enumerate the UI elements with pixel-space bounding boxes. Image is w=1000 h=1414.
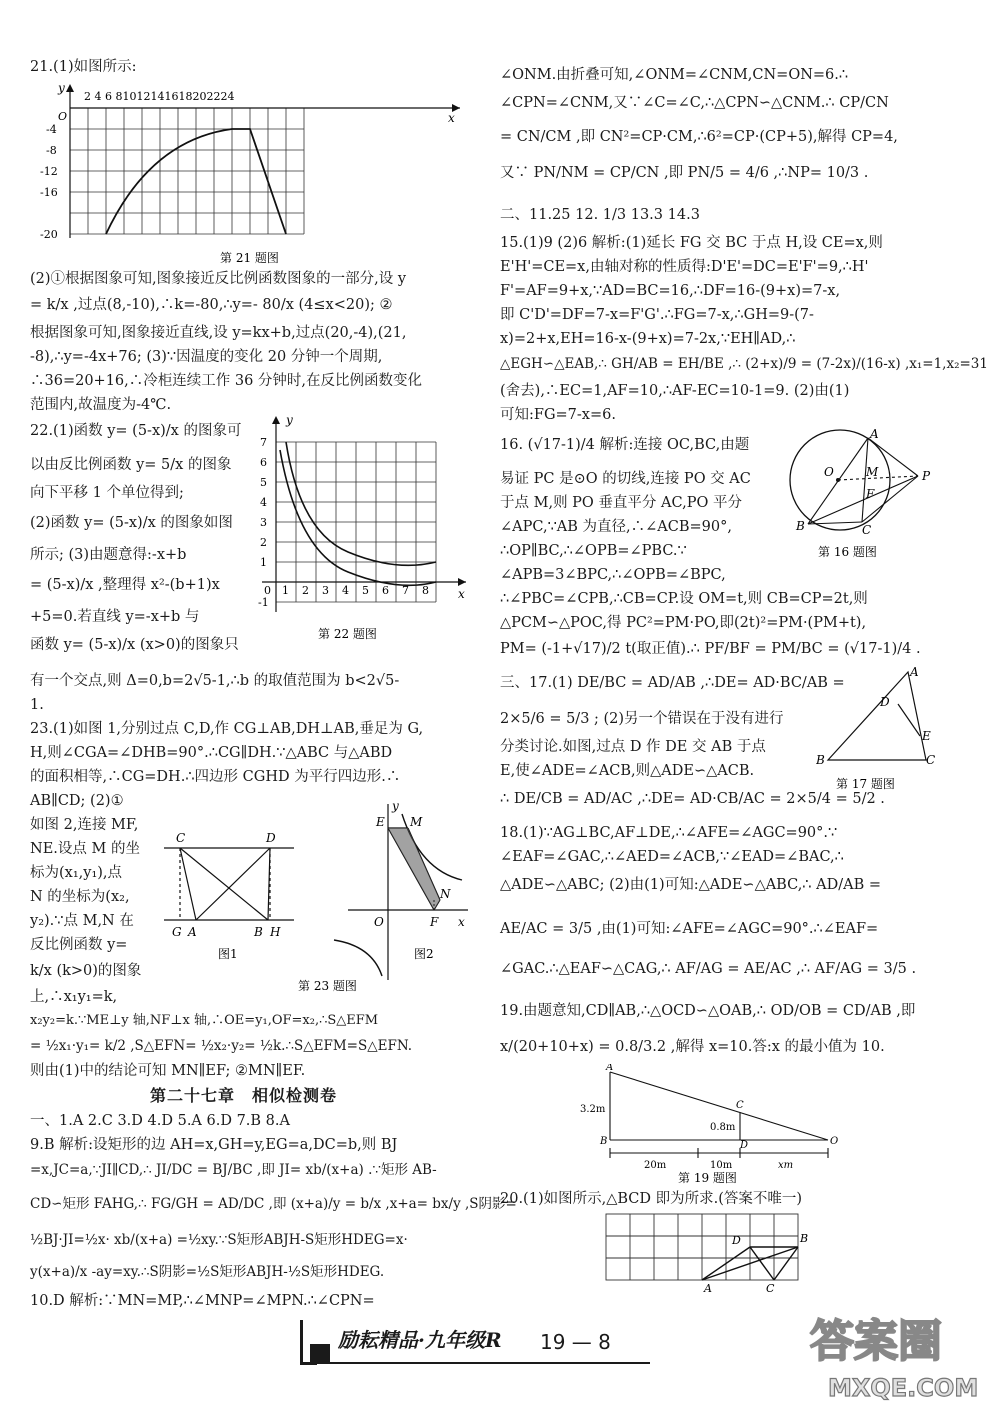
fig16-label: C [862,523,872,537]
q17-line: 三、17.(1) DE/BC = AD/AB ,∴DE= AD·BC/AB = [500,675,845,691]
fig22-curve-upper [286,442,436,565]
q18-line: 18.(1)∵AG⊥BC,AF⊥DE,∴∠AFE=∠AGC=90°.∵ [500,825,838,841]
q19-line: x/(20+10+x) = 0.8/3.2 ,解得 x=10.答:x 的最小值为 10. [500,1039,885,1055]
q23-line: 上,∴x₁y₁=k, [30,989,118,1005]
q23-line: 反比例函数 y= [30,937,128,953]
book-title: 励耘精品·九年级R [338,1328,502,1352]
q22-line: +5=0.若直线 y=-x+b 与 [30,609,200,625]
fig21-x-label: x [448,111,455,125]
fig19-label: 20m [644,1160,667,1171]
fig22-y-tick: -1 [258,596,269,609]
figure-22 [248,412,470,642]
q18-line: △ADE∽△ABC; (2)由(1)可知:△ADE∽△ABC,∴ AD/AB = [500,877,881,893]
fig17-caption: 第 17 题图 [836,777,895,791]
q17-line: 分类讨论.如图,过点 D 作 DE 交 AB 于点 [500,739,766,755]
fig23-label: B [254,925,263,939]
fig21-y-tick: -16 [40,186,58,199]
fig22-x-tick: 3 [322,584,329,597]
fig17-label: A [910,665,919,679]
fig16-label: F [866,487,875,501]
figure-17 [816,664,940,796]
q15-line: E'H'=CE=x,由轴对称的性质得:D'E'=DC=E'F'=9,∴H' [500,259,869,275]
q15-line: △EGH∽△EAB,∴ GH/AB = EH/BE ,∴ (2+x)/9 = (7-2x)/(16-x) ,x₁=1,x₂=31 [500,356,988,372]
fig23-label: H [270,925,281,939]
fig21-y-tick: -20 [40,228,58,241]
fig23-label: M [410,815,423,829]
q23-line: AB∥CD; (2)① [30,793,124,809]
fig21-origin: O [58,110,68,123]
q23-line: NE.设点 M 的坐 [30,841,140,857]
fig19-label: D [740,1140,749,1151]
fig20-label: C [766,1282,775,1294]
fig16-label: P [922,469,931,483]
footer-square-icon [310,1344,330,1364]
q22-line: 有一个交点,则 Δ=0,b=2√5-1,∴b 的取值范围为 b<2√5- [30,673,400,689]
fig21-y-label: y [58,81,65,95]
fig17-label: E [922,729,931,743]
figure-19 [580,1064,850,1184]
q21-line: (2)①根据图象可知,图象接近反比例函数图象的一部分,设 y [30,271,407,287]
q23-line: 的面积相等,∴CG=DH.∴四边形 CGHD 为平行四边形.∴ [30,769,401,785]
q16-line: ∠APB=3∠BPC,∴∠OPB=∠BPC, [500,567,726,583]
q18-line: ∠EAF=∠GAC,∴∠AED=∠ACB,∵∠EAD=∠BAC,∴ [500,849,844,865]
fig19-label: A [606,1064,614,1073]
fig22-caption: 第 22 题图 [318,627,377,641]
q10-line: 10.D 解析:∵MN=MP,∴∠MNP=∠MPN.∴∠CPN= [30,1293,375,1309]
q22-line: 1. [30,697,44,713]
fig23-label: E [376,815,385,829]
q16-line: ∠APC,∵AB 为直径,∴∠ACB=90°, [500,519,732,535]
q22-line: 所示; (3)由题意得:-x+b [30,547,187,563]
fig22-y-tick: 2 [260,536,267,549]
q15-line: 即 C'D'=DF=7-x=F'G'.∴FG=7-x,∴GH=9-(7- [500,307,814,323]
fig23-cap1: 图1 [218,947,238,961]
q9-line: =x,JC=a,∵JI∥CD,∴ JI/DC = BJ/BC ,即 JI= xb/(x+a) .∵矩形 AB- [30,1162,437,1178]
chapter-title: 第二十七章 相似检测卷 [150,1086,338,1105]
figure-20 [600,1212,812,1294]
fig16-label: M [866,465,879,479]
q21-heading: 21.(1)如图所示: [30,59,137,75]
fig21-y-tick: -4 [46,123,57,136]
q23-line: N 的坐标为(x₂, [30,889,130,905]
fig22-x-tick: 0 [264,584,271,597]
fig16-label: O [824,465,834,479]
figure-23 [158,800,468,1010]
fig22-x-tick: 2 [302,584,309,597]
q15-line: F'=AF=9+x,∵AD=BC=16,∴DF=16-(9+x)=7-x, [500,283,841,299]
figure-16 [778,426,938,566]
q18-line: ∠GAC.∴△EAF∽△CAG,∴ AF/AG = AE/AC ,∴ AF/AG = 3/5 . [500,961,917,977]
fig17-label: B [816,753,825,767]
q21-line: 根据图象可知,图象接近直线,设 y=kx+b,过点(20,-4),(21, [30,325,407,341]
figure-21 [40,78,460,268]
q22-line: 向下平移 1 个单位得到; [30,485,184,501]
q23-line: 标为(x₁,y₁),点 [30,865,123,881]
fig21-grid [70,108,304,234]
fig17-label: D [880,695,890,709]
fig21-caption: 第 21 题图 [220,251,279,265]
q18-line: AE/AC = 3/5 ,由(1)可知:∠AFE=∠AGC=90°.∴∠EAF= [500,921,879,937]
watermark-url: MXQE.COM [828,1374,979,1402]
q22-line: 以由反比例函数 y= 5/x 的图象 [30,457,232,473]
q16-line: 16. (√17-1)/4 解析:连接 OC,BC,由题 [500,437,750,453]
fig19-label: 3.2m [580,1104,606,1115]
fig22-x-tick: 7 [402,584,409,597]
watermark [810,1316,995,1410]
fig16-label: A [870,427,879,441]
fig22-y-tick: 6 [260,456,267,469]
fig23-label: A [188,925,197,939]
q22-line: = (5-x)/x ,整理得 x²-(b+1)x [30,577,220,593]
q23-line: 23.(1)如图 1,分别过点 C,D,作 CG⊥AB,DH⊥AB,垂足为 G, [30,721,424,737]
q23-line: x₂y₂=k.∵ME⊥y 轴,NF⊥x 轴,∴OE=y₁,OF=x₂,∴S△EFM [30,1013,379,1028]
fig23-label: y [392,800,399,813]
fig22-x-tick: 8 [422,584,429,597]
q23-line: = ½x₁·y₁= k/2 ,S△EFN= ½x₂·y₂= ½k.∴S△EFM=S△EFN. [30,1038,413,1054]
fig21-x-ticks: 2 4 6 81012141618202224 [84,90,235,103]
fig19-label: xm [778,1160,794,1171]
fig22-y-label: y [286,413,293,427]
fig23-label: O [374,915,384,929]
page-number: 19 — 8 [540,1330,611,1354]
q23-line: 则由(1)中的结论可知 MN∥EF; ②MN∥EF. [30,1063,306,1079]
fig22-grid [276,442,436,602]
fig22-y-tick: 1 [260,556,267,569]
q15-line: 15.(1)9 (2)6 解析:(1)延长 FG 交 BC 于点 H,设 CE=x,则 [500,235,883,251]
fig22-x-label: x [458,587,465,601]
q21-line: = k/x ,过点(8,-10),∴k=-80,∴y=- 80/x (4≤x<20); ② [30,297,393,313]
q17-line: ∴ DE/CB = AD/AC ,∴DE= AD·CB/AC = 2×5/4 = 5/2 . [500,791,885,807]
fig19-caption: 第 19 题图 [678,1171,737,1184]
fig23-label: D [266,831,276,845]
fig17-label: C [926,753,936,767]
fig23-label: F [430,915,439,929]
fig23-label: N [440,887,451,901]
q16-line: ∴∠PBC=∠CPB,∴CB=CP.设 OM=t,则 CB=CP=2t,则 [500,591,868,607]
fig19-label: B [600,1136,608,1147]
fig20-label: D [732,1234,741,1247]
q10-line: 又∵ PN/NM = CP/CN ,即 PN/5 = 4/6 ,∴NP= 10/3 . [500,165,869,181]
q22-line: 函数 y= (5-x)/x (x>0)的图象只 [30,637,239,653]
fig16-label: B [796,519,805,533]
q15-line: 可知:FG=7-x=6. [500,407,616,423]
fig21-y-tick: -12 [40,165,58,178]
q23-line: y₂).∵点 M,N 在 [30,913,134,929]
q21-line: -8),∴y=-4x+76; (3)∵因温度的变化 20 分钟一个周期, [30,349,383,365]
q19-line: 19.由题意知,CD∥AB,∴△OCD∽△OAB,∴ OD/OB = CD/AB ,即 [500,1003,916,1019]
q16-line: △PCM∽△POC,得 PC²=PM·PO,即(2t)²=PM·(PM+t), [500,615,867,631]
fig20-label: B [800,1232,809,1245]
page-footer [300,1320,680,1366]
fill-blank-answers: 二、11.25 12. 1/3 13.3 14.3 [500,207,700,223]
q23-line: H,则∠CGA=∠DHB=90°.∴CG∥DH.∵△ABC 与△ABD [30,745,393,761]
fig22-y-tick: 3 [260,516,267,529]
q16-line: ∴OP∥BC,∴∠OPB=∠PBC.∵ [500,543,687,559]
fig22-y-tick: 5 [260,476,267,489]
fig19-label: O [830,1136,839,1147]
watermark-text: 答案圈 [810,1316,942,1367]
q10-line: = CN/CM ,即 CN²=CP·CM,∴6²=CP·(CP+5),解得 CP=4, [500,129,898,145]
fig19-label: 10m [710,1160,733,1171]
q10-line: ∠ONM.由折叠可知,∠ONM=∠CNM,CN=ON=6.∴ [500,67,849,83]
q15-line: x)=2+x,EH=16-x-(9+x)=7-2x,∵EH∥AD,∴ [500,331,796,347]
q21-line: ∴36=20+16,∴冷柜连续工作 36 分钟时,在反比例函数变化 [30,373,423,389]
q16-line: PM= (-1+√17)/2 t(取正值).∴ PF/BF = PM/BC = (√17-1)/4 . [500,641,921,657]
fig22-x-tick: 5 [362,584,369,597]
q15-line: (舍去),∴EC=1,AF=10,∴AF-EC=10-1=9. (2)由(1) [500,383,850,399]
fig23-figure1 [164,848,294,920]
fig22-y-tick: 7 [260,436,267,449]
q9-line: y(x+a)/x -ay=xy.∴S阴影=½S矩形ABJH-½S矩形HDEG. [30,1264,385,1280]
fig23-label: x [458,915,465,929]
q20-line: 20.(1)如图所示,△BCD 即为所求.(答案不唯一) [500,1191,803,1207]
q9-line: 9.B 解析:设矩形的边 AH=x,GH=y,EG=a,DC=b,则 BJ [30,1137,398,1153]
q16-line: 易证 PC 是⊙O 的切线,连接 PO 交 AC [500,471,751,487]
q10-line: ∠CPN=∠CNM,又∵∠C=∠C,∴△CPN∽△CNM.∴ CP/CN [500,95,889,111]
fig23-caption: 第 23 题图 [298,979,357,993]
fig20-label: A [704,1282,712,1294]
q9-line: ½BJ·JI=½x· xb/(x+a) =½xy.∵S矩形ABJH-S矩形HDEG=x· [30,1232,408,1248]
fig19-label: 0.8m [710,1122,736,1133]
q9-line: CD∽矩形 FAHG,∴ FG/GH = AD/DC ,即 (x+a)/y = b/x ,x+a= bx/y ,S阴影= [30,1196,517,1212]
mc-answers: 一、1.A 2.C 3.D 4.D 5.A 6.D 7.B 8.A [30,1113,290,1129]
fig23-cap2: 图2 [414,947,434,961]
fig23-label: C [176,831,186,845]
q21-line: 范围内,故温度为-4℃. [30,397,172,413]
fig22-x-tick: 4 [342,584,349,597]
fig21-y-tick: -8 [46,144,57,157]
q17-line: E,使∠ADE=∠ACB,则△ADE∽△ACB. [500,763,755,779]
fig19-label: C [736,1100,744,1111]
fig22-x-tick: 1 [282,584,289,597]
q22-line: (2)函数 y= (5-x)/x 的图象如图 [30,515,233,531]
fig22-x-tick: 6 [382,584,389,597]
q23-line: 如图 2,连接 MF, [30,817,139,833]
q23-line: k/x (k>0)的图象 [30,963,142,979]
fig16-caption: 第 16 题图 [818,545,877,559]
fig22-y-tick: 4 [260,496,267,509]
q22-line: 22.(1)函数 y= (5-x)/x 的图象可 [30,423,242,439]
q17-line: 2×5/6 = 5/3 ; (2)另一个错误在于没有进行 [500,711,784,727]
q16-line: 于点 M,则 PO 垂直平分 AC,PO 平分 [500,495,742,511]
fig23-label: G [172,925,182,939]
footer-rule [330,1362,650,1364]
